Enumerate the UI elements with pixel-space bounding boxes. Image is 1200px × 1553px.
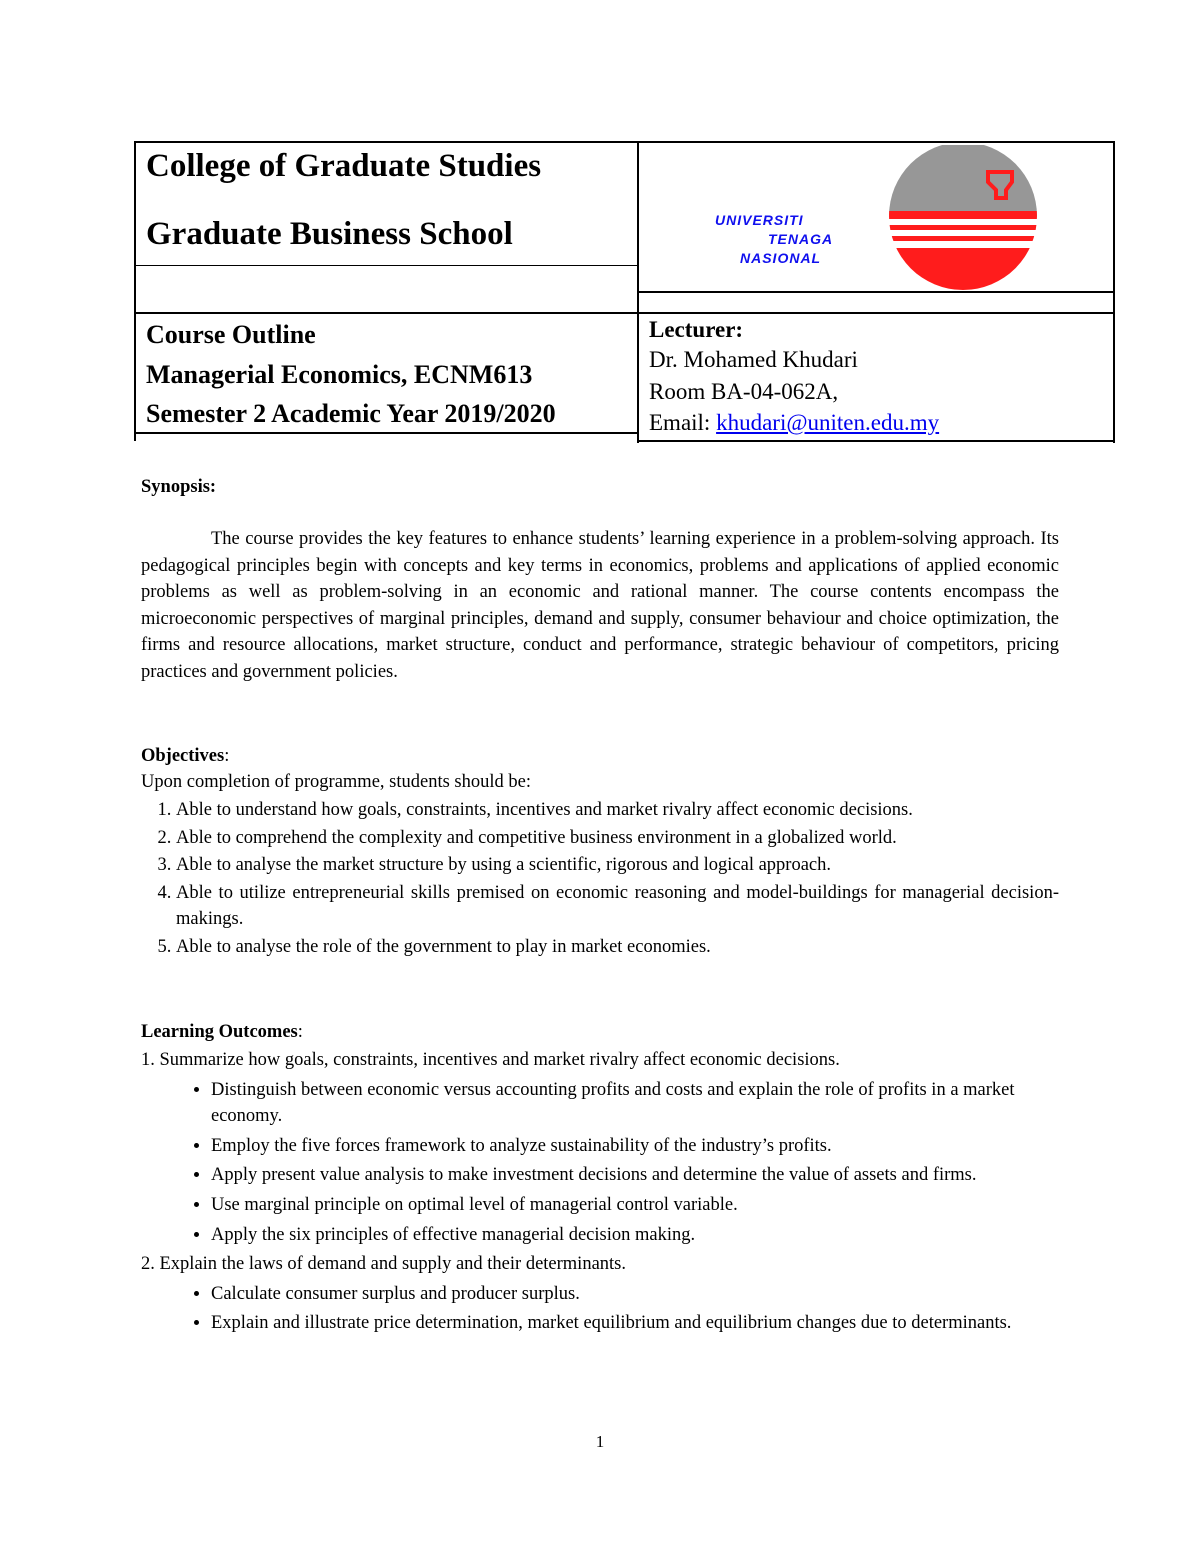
objectives-list xyxy=(141,797,1059,961)
divider xyxy=(637,312,1114,314)
email-label: Email: xyxy=(649,410,717,435)
semester: Semester 2 Academic Year 2019/2020 xyxy=(146,399,556,428)
header-table-border xyxy=(134,141,1113,143)
college-title: College of Graduate Studies xyxy=(146,148,542,184)
divider xyxy=(637,291,1114,293)
logo-text: TENAGA xyxy=(768,231,834,247)
school-title: Graduate Business School xyxy=(146,216,513,252)
logo-text: UNIVERSITI xyxy=(715,212,804,228)
logo-emblem-icon xyxy=(700,145,1040,290)
objective-item: 5. Able to analyse the role of the government to play in market economies. xyxy=(176,934,1059,961)
objective-item: 4. Able to utilize entrepreneurial skills premised on economic reasoning and model-buildings for managerial decision-makings. xyxy=(176,880,1059,933)
page-number: 1 xyxy=(595,1432,605,1451)
synopsis-text: The course provides the key features to enhance students’ learning experience in a problem-solving approach. Its pedagogical principles begin with concepts and key terms in economics, problems and applications of applied economic problems as well as problem-solving in an economic and rational manner. The course contents encompass the microeconomic perspectives of marginal principles, demand and supply, consumer behaviour and choice optimization, the firms and resource allocations, market structure, conduct and performance, strategic behaviour of competitors, pricing practices and government policies. xyxy=(141,529,1059,682)
learning-outcomes-heading: Learning Outcomes xyxy=(141,1022,298,1042)
divider xyxy=(134,432,638,434)
outcome-bullet: • Employ the five forces framework to analyze sustainability of the industry’s profits. xyxy=(211,1133,1059,1160)
objective-item: 2. Able to comprehend the complexity and competitive business environment in a globalized world. xyxy=(176,825,1059,852)
outcome-bullet: • Use marginal principle on optimal level of managerial control variable. xyxy=(211,1192,1059,1219)
divider xyxy=(637,440,1114,442)
logo-text: NASIONAL xyxy=(740,250,822,266)
outcome-group-title: 1. Summarize how goals, constraints, incentives and market rivalry affect economic decisions. xyxy=(141,1050,840,1070)
outcome-group-title: 2. Explain the laws of demand and supply and their determinants. xyxy=(141,1254,626,1275)
objective-item: 1. Able to understand how goals, constraints, incentives and market rivalry affect economic decisions. xyxy=(176,797,1059,824)
lecturer-room: Room BA-04-062A, xyxy=(649,379,839,404)
outcome-bullet: • Calculate consumer surplus and producer surplus. xyxy=(211,1281,1059,1308)
objectives-intro: Upon completion of programme, students should be: xyxy=(141,772,531,792)
synopsis-heading: Synopsis: xyxy=(141,477,217,497)
outcome-bullets xyxy=(141,1281,1059,1337)
outcome-bullet: • Apply the six principles of effective managerial decision making. xyxy=(211,1222,1059,1249)
outcome-bullets xyxy=(141,1077,1059,1249)
colon: : xyxy=(297,1022,303,1042)
course-outline-title: Course Outline xyxy=(146,320,316,349)
divider xyxy=(134,312,638,314)
divider xyxy=(134,265,638,266)
email-link[interactable]: khudari@uniten.edu.my xyxy=(716,410,940,435)
objectives-heading: Objectives xyxy=(141,746,225,766)
course-name: Managerial Economics, ECNM613 xyxy=(146,360,533,389)
objective-item: 3. Able to analyse the market structure by using a scientific, rigorous and logical approach. xyxy=(176,852,1059,879)
lecturer-name: Dr. Mohamed Khudari xyxy=(649,347,858,372)
uniten-logo xyxy=(700,145,1040,290)
outcome-bullet: • Apply present value analysis to make investment decisions and determine the value of assets and firms. xyxy=(211,1162,1059,1189)
outcome-bullet: • Explain and illustrate price determination, market equilibrium and equilibrium changes due to determinants. xyxy=(211,1310,1059,1337)
divider xyxy=(134,141,136,441)
colon: : xyxy=(224,746,230,766)
outcome-bullet: • Distinguish between economic versus accounting profits and costs and explain the role of profits in a market economy. xyxy=(211,1077,1059,1130)
lecturer-label: Lecturer: xyxy=(649,317,744,342)
